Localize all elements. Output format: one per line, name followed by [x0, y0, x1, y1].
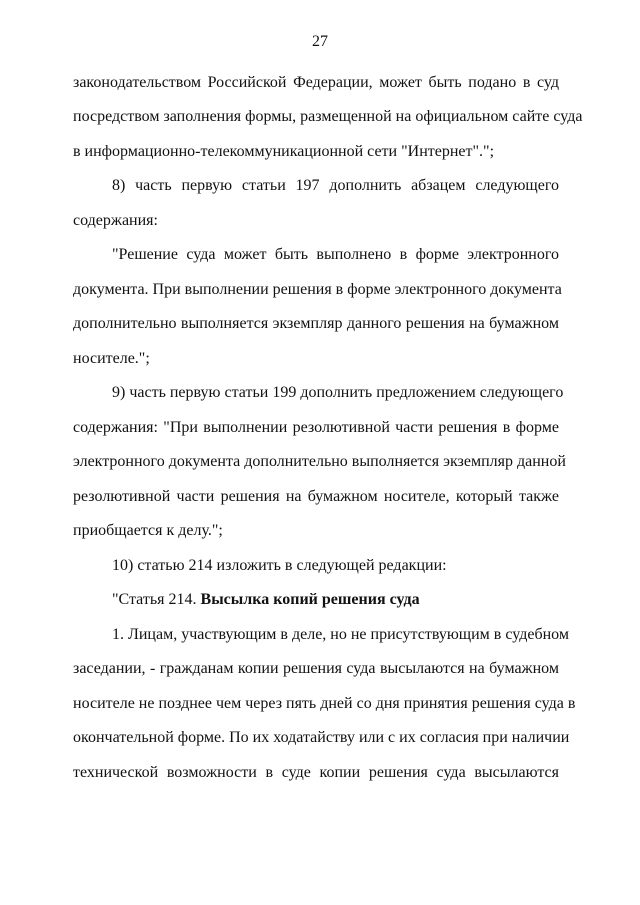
- text-line: окончательной форме. По их ходатайству или с их согласия при наличии: [73, 729, 570, 746]
- text-line: заседании, - гражданам копии решения суда высылаются на бумажном: [73, 660, 559, 677]
- text-line: в информационно-телекоммуникационной сети "Интернет".";: [73, 143, 495, 160]
- text-line: технической возможности в суде копии решения суда высылаются: [73, 764, 559, 781]
- text-line: "Решение суда может быть выполнено в форме электронного: [112, 246, 559, 263]
- article-title: Высылка копий решения суда: [200, 591, 420, 608]
- text-line: посредством заполнения формы, размещенной на официальном сайте суда: [73, 108, 583, 125]
- text-line: носителе.";: [73, 350, 150, 367]
- page-number: 27: [312, 33, 328, 50]
- text-line: резолютивной части решения на бумажном носителе, который также: [73, 488, 559, 505]
- text-line: документа. При выполнении решения в форме электронного документа: [73, 281, 562, 298]
- text-line: приобщается к делу.";: [73, 522, 223, 539]
- text-line: содержания:: [73, 212, 158, 229]
- article-number: "Статья 214.: [112, 591, 201, 608]
- text-line: 8) часть первую статьи 197 дополнить абзацем следующего: [112, 177, 559, 194]
- text-line: 9) часть первую статьи 199 дополнить предложением следующего: [112, 384, 564, 401]
- text-line: носителе не позднее чем через пять дней со дня принятия решения суда в: [73, 695, 576, 712]
- text-line: законодательством Российской Федерации, может быть подано в суд: [73, 74, 559, 91]
- text-line: 1. Лицам, участвующим в деле, но не присутствующим в судебном: [112, 626, 569, 643]
- text-line: 10) статью 214 изложить в следующей редакции:: [112, 557, 447, 574]
- text-line: содержания: "При выполнении резолютивной части решения в форме: [73, 419, 559, 436]
- article-heading: [112, 590, 559, 610]
- text-line: дополнительно выполняется экземпляр данного решения на бумажном: [73, 315, 559, 332]
- text-line: электронного документа дополнительно выполняется экземпляр данной: [73, 453, 566, 470]
